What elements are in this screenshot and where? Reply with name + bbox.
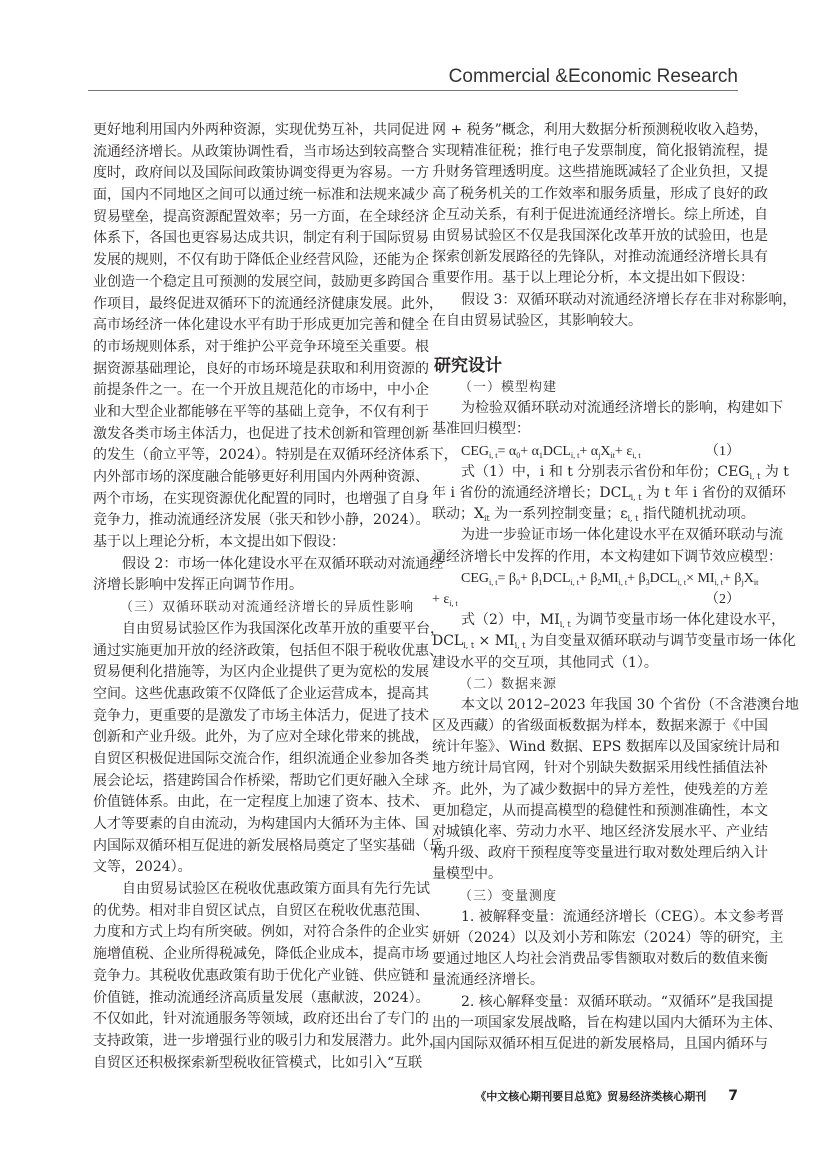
text-line: 量流通经济增长。 bbox=[432, 972, 544, 989]
math-term bbox=[602, 571, 628, 586]
text-line: 地方统计局官网，针对个别缺失数据采用线性插值法补 bbox=[432, 760, 768, 777]
text-line: 的优势。相对非自贸区试点，自贸区在税收优惠范围、 bbox=[93, 902, 429, 919]
paragraph bbox=[93, 554, 444, 597]
math-term bbox=[579, 444, 600, 459]
math-subscript: i, t bbox=[618, 577, 628, 587]
math-term bbox=[717, 464, 760, 480]
right-column bbox=[432, 120, 799, 1055]
math-subscript: 0 bbox=[515, 577, 520, 587]
math-symbol: + α bbox=[520, 443, 539, 459]
math-symbol: X bbox=[743, 570, 754, 586]
equation bbox=[432, 441, 740, 462]
math-subscript: i, t bbox=[489, 450, 498, 460]
text-line: 量模型中。 bbox=[432, 866, 502, 883]
math-subscript: i, t bbox=[570, 577, 579, 587]
math-subscript: i, t bbox=[627, 514, 639, 524]
equation-line bbox=[432, 441, 740, 462]
math-symbol: CEG bbox=[717, 463, 750, 480]
text-line: 重要作用。基于以上理论分析，本文提出如下假设： bbox=[432, 270, 754, 287]
math-term bbox=[461, 444, 497, 459]
math-symbol: DCL bbox=[542, 443, 571, 459]
text-line bbox=[432, 504, 755, 525]
paragraph bbox=[432, 290, 797, 332]
math-subscript: 0 bbox=[516, 450, 521, 460]
math-term bbox=[650, 571, 686, 586]
text-line: 更好地利用国内外两种资源，实现优势互补，共同促进 bbox=[93, 122, 429, 138]
text-line: 价值链，推动流通经济高质量发展（惠献波，2024）。 bbox=[93, 989, 430, 1006]
text-line bbox=[432, 610, 786, 631]
math-symbol: × MI bbox=[686, 570, 715, 586]
math-symbol: DCL bbox=[599, 485, 631, 501]
math-subscript: i, t bbox=[677, 577, 687, 587]
math-subscript: 3 bbox=[645, 577, 650, 587]
math-subscript: i, t bbox=[749, 471, 761, 481]
text-line: 国内国际双循环相互促进的新发展格局，且国内循环与 bbox=[432, 1035, 768, 1052]
math-subscript: 2 bbox=[597, 577, 602, 587]
math-symbol: + α bbox=[579, 443, 599, 459]
text-line: 空间。这些优惠政策不仅降低了企业运营成本，提高其 bbox=[93, 685, 429, 702]
math-subscript: i, t bbox=[714, 577, 724, 587]
math-symbol: X bbox=[600, 443, 611, 459]
text-run: 为一系列控制变量； bbox=[489, 506, 621, 523]
math-symbol: + ε bbox=[432, 591, 450, 607]
text-line: 妍妍（2024）以及刘小芳和陈宏（2024）等的研究，主 bbox=[432, 929, 784, 946]
text-run: 为调节变量市场一体化建设水平， bbox=[570, 612, 786, 629]
math-term bbox=[686, 571, 723, 586]
page-footer bbox=[475, 1088, 738, 1104]
equation-line bbox=[432, 568, 759, 589]
text-line: 假设 3：双循环联动对流通经济增长存在非对称影响， bbox=[461, 291, 797, 308]
text-line: 竞争力，更重要的是激发了市场主体活力，促进了技术 bbox=[93, 707, 429, 724]
math-symbol: + β bbox=[627, 570, 646, 586]
text-line: 的发生（俞立平等，2024）。特别是在双循环经济体系下， bbox=[93, 447, 458, 464]
text-run: 式（1）中，i 和 t 分别表示省份和年份； bbox=[461, 463, 718, 480]
text-line: 探索创新发展路径的先锋队，对推动流通经济增长具有 bbox=[432, 249, 768, 266]
text-line: 支持政策，进一步增强行业的吸引力和发展潜力。此外， bbox=[93, 1032, 443, 1049]
text-line: 自贸区还积极探索新型税收征管模式，比如引入“互联 bbox=[93, 1054, 423, 1071]
math-term bbox=[620, 506, 638, 522]
text-line: 两个市场，在实现资源优化配置的同时，也增强了自身 bbox=[93, 490, 429, 507]
math-symbol: MI bbox=[601, 570, 619, 586]
text-line: 发展的规则，不仅有助于降低企业经营风险，还能为企 bbox=[93, 252, 429, 269]
text-line bbox=[432, 631, 796, 652]
equation-body bbox=[461, 568, 758, 589]
math-symbol: = β bbox=[497, 570, 516, 586]
math-term bbox=[474, 633, 525, 649]
math-term bbox=[432, 592, 458, 607]
paragraph bbox=[93, 619, 444, 879]
text-run: 联动； bbox=[432, 506, 474, 523]
footer-label: 《中文核心期刊要目总览》贸易经济类核心期刊 bbox=[475, 1090, 707, 1103]
math-term bbox=[723, 571, 744, 586]
text-run: 为自变量双循环联动与调节变量市场一体化 bbox=[525, 633, 796, 650]
subsection-heading: （一）模型构建 bbox=[459, 380, 558, 396]
text-line: 不仅如此，针对流通服务等领域，政府还出台了专门的 bbox=[93, 1011, 429, 1028]
text-line: 作项目，最终促进双循环下的流通经济健康发展。此外， bbox=[93, 295, 443, 312]
math-term bbox=[497, 571, 520, 586]
text-line: 据资源基础理论，良好的市场环境是获取和利用资源的 bbox=[93, 360, 429, 377]
text-line: 自由贸易试验区作为我国深化改革开放的重要平台， bbox=[122, 620, 444, 637]
math-symbol: + β bbox=[519, 570, 539, 586]
text-line: 网 + 税务”概念，利用大数据分析预测税收收入趋势， bbox=[432, 122, 768, 138]
math-term bbox=[543, 571, 579, 586]
math-subscript: it bbox=[753, 577, 759, 587]
text-line: 区及西藏）的省级面板数据为样本，数据来源于《中国 bbox=[432, 718, 768, 735]
math-subscript: i, t bbox=[570, 450, 580, 460]
math-symbol: ε bbox=[620, 506, 628, 523]
paragraph bbox=[432, 525, 783, 567]
math-term bbox=[520, 571, 543, 586]
text-line: 出的一项国家发展战略，旨在构建以国内大循环为主体、 bbox=[432, 1014, 782, 1031]
math-symbol: X bbox=[474, 506, 484, 523]
math-term bbox=[540, 612, 571, 628]
section-heading: 研究设计 bbox=[434, 356, 502, 377]
text-line: 实现精准征税；推行电子发票制度，简化报销流程，提 bbox=[432, 143, 768, 160]
math-term bbox=[599, 485, 641, 501]
math-term bbox=[627, 571, 650, 586]
math-term bbox=[520, 444, 543, 459]
math-symbol: CEG bbox=[461, 570, 489, 586]
text-line: 建设水平的交互项，其他同式（1）。 bbox=[432, 654, 658, 671]
text-line: 齐。此外，为了减少数据中的异方差性，使残差的方差 bbox=[432, 781, 768, 798]
text-run: 式（2）中， bbox=[461, 612, 540, 629]
text-line: 由贸易试验区不仅是我国深化改革开放的试验田，也是 bbox=[432, 227, 768, 244]
math-subscript: 1 bbox=[538, 450, 543, 460]
text-line: 基于以上理论分析，本文提出如下假设： bbox=[93, 534, 345, 551]
math-term bbox=[615, 444, 641, 459]
text-line: 高市场经济一体化建设水平有助于形成更加完善和健全 bbox=[93, 317, 429, 334]
text-line: 施增值税、企业所得税减免，降低企业成本，提高市场 bbox=[93, 946, 429, 963]
text-line: 内外部市场的深度融合能够更好利用国内外两种资源、 bbox=[93, 469, 429, 485]
text-line: 构升级、政府干预程度等变量进行取对数处理后纳入计 bbox=[432, 845, 768, 862]
paragraph bbox=[432, 695, 799, 886]
math-symbol: × MI bbox=[474, 633, 515, 650]
text-line: 竞争力，推动流通经济发展（张天和钞小静，2024）。 bbox=[93, 512, 430, 529]
text-line: 在自由贸易试验区，其影响较大。 bbox=[432, 312, 642, 329]
text-line: 假设 2：市场一体化建设水平在双循环联动对流通经 bbox=[122, 555, 444, 572]
paragraph bbox=[432, 907, 784, 992]
text-line: 统计年鉴》、Wind 数据、EPS 数据库以及国家统计局和 bbox=[432, 739, 780, 756]
text-line: 1. 被解释变量：流通经济增长（CEG）。本文参考晋 bbox=[461, 908, 784, 925]
equation bbox=[432, 568, 759, 610]
text-line: 激发各类市场主体活力，也促进了技术创新和管理创新 bbox=[93, 425, 429, 442]
text-line: 为进一步验证市场一体化建设水平在双循环联动与流 bbox=[461, 527, 783, 544]
text-line: 基准回归模型： bbox=[432, 421, 530, 438]
text-line: 自由贸易试验区在税收优惠政策方面具有先行先试 bbox=[122, 881, 430, 898]
math-symbol: = α bbox=[497, 443, 517, 459]
text-line: 企互动关系，有利于促进流通经济增长。综上所述，自 bbox=[432, 206, 768, 223]
math-term bbox=[432, 633, 474, 649]
text-line: 度时，政府间以及国际间政策协调变得更为容易。一方 bbox=[93, 165, 429, 182]
math-subscript: it bbox=[610, 450, 615, 460]
text-line: 要通过地区人均社会消费品零售额取对数后的数值来衡 bbox=[432, 951, 768, 968]
page-number: 7 bbox=[728, 1088, 738, 1104]
subsection-heading: （二）数据来源 bbox=[459, 676, 558, 692]
equation-number: （1） bbox=[705, 443, 740, 459]
text-line: 2. 核心解释变量：双循环联动。“双循环”是我国提 bbox=[461, 993, 774, 1010]
text-line: 竞争力。其税收优惠政策有助于优化产业链、供应链和 bbox=[93, 967, 429, 984]
math-symbol: DCL bbox=[432, 633, 464, 650]
text-line: 价值链体系。由此，在一定程度上加速了资本、技术、 bbox=[93, 794, 429, 811]
math-subscript: i, t bbox=[630, 493, 642, 502]
paragraph bbox=[93, 879, 443, 1074]
blank-line bbox=[432, 332, 740, 353]
math-symbol: MI bbox=[539, 612, 560, 629]
math-subscript: i, t bbox=[632, 450, 641, 460]
text-line: 前提条件之一。在一个开放且规范化的市场中，中小企 bbox=[93, 382, 429, 399]
text-line: 面，国内不同地区之间可以通过统一标准和法规来减少 bbox=[93, 187, 429, 204]
math-symbol: + β bbox=[723, 570, 742, 586]
text-line: 本文以 2012–2023 年我国 30 个省份（不含港澳台地 bbox=[461, 696, 799, 713]
text-line: 对城镇化率、劳动力水平、地区经济发展水平、产业结 bbox=[432, 824, 768, 840]
text-run: 为 t bbox=[760, 463, 789, 480]
math-term bbox=[497, 444, 520, 459]
equation-line bbox=[432, 589, 740, 610]
text-line: 业创造一个稳定且可预测的发展空间，鼓励更多跨国合 bbox=[93, 273, 429, 290]
subsection-heading: （三）双循环联动对流通经济增长的异质性影响 bbox=[120, 600, 415, 616]
text-line: 的市场规则体系，对于维护公平竞争环境至关重要。根 bbox=[93, 338, 429, 355]
text-line: 流通经济增长。从政策协调性看，当市场达到较高整合 bbox=[93, 143, 429, 160]
math-symbol: DCL bbox=[542, 570, 571, 586]
journal-title: Commercial &Economic Research bbox=[448, 66, 738, 87]
header-rule bbox=[88, 90, 738, 91]
text-line bbox=[432, 483, 786, 504]
text-line: 人才等要素的自由流动，为构建国内大循环为主体、国 bbox=[93, 816, 429, 832]
text-line: 为检验双循环联动对流通经济增长的影响，构建如下 bbox=[461, 400, 783, 417]
math-term bbox=[600, 444, 615, 459]
paragraph bbox=[432, 398, 783, 440]
text-line: 内国际双循环相互促进的新发展格局奠定了坚实基础（岳 bbox=[93, 837, 443, 854]
math-term bbox=[543, 444, 579, 459]
text-line: 贸易便利化措施等，为区内企业提供了更为宽松的发展 bbox=[93, 664, 429, 681]
text-line: 济增长影响中发挥正向调节作用。 bbox=[93, 577, 303, 594]
math-term bbox=[474, 506, 490, 522]
math-term bbox=[461, 571, 497, 586]
math-subscript: j bbox=[741, 577, 744, 587]
text-line: 更加稳定，从而提高模型的稳健性和预测准确性，本文 bbox=[432, 802, 768, 819]
equation-number: （2） bbox=[705, 591, 740, 607]
math-subscript: i, t bbox=[489, 577, 498, 587]
text-line: 贸易壁垒，提高资源配置效率；另一方面，在全球经济 bbox=[93, 208, 429, 225]
math-subscript: i, t bbox=[514, 641, 526, 651]
math-term bbox=[741, 570, 759, 587]
equation-body bbox=[461, 441, 641, 462]
text-line: 创新和产业升级。此外，为了应对全球化带来的挑战， bbox=[93, 729, 429, 746]
text-run: 指代随机扰动项。 bbox=[638, 506, 755, 523]
paragraph bbox=[432, 462, 789, 526]
text-line: 文等，2024）。 bbox=[93, 859, 192, 876]
text-line bbox=[432, 462, 789, 483]
text-line: 业和大型企业都能够在平等的基础上竞争，不仅有利于 bbox=[93, 403, 429, 420]
equation-body bbox=[432, 589, 458, 610]
math-term bbox=[579, 571, 602, 586]
text-line: 高了税务机关的工作效率和服务质量，形成了良好的政 bbox=[432, 185, 768, 202]
math-symbol: CEG bbox=[461, 443, 489, 459]
math-subscript: 1 bbox=[538, 577, 543, 587]
math-subscript: i, t bbox=[449, 598, 458, 608]
math-subscript: it bbox=[483, 514, 490, 524]
subsection-heading: （三）变量测度 bbox=[459, 888, 558, 904]
text-run: 年 i 省份的流通经济增长； bbox=[432, 485, 600, 501]
text-line: 力度和方式上均有所突破。例如，对符合条件的企业实 bbox=[93, 924, 429, 941]
text-line: 自贸区积极促进国际交流合作，组织流通企业参加各类 bbox=[93, 750, 429, 767]
text-run: 为 t 年 i 省份的双循环 bbox=[641, 485, 786, 501]
math-subscript: j bbox=[598, 450, 601, 460]
paragraph bbox=[432, 992, 782, 1056]
text-line: 体系下，各国也更容易达成共识，制定有利于国际贸易 bbox=[93, 230, 429, 247]
math-subscript: i, t bbox=[463, 641, 475, 651]
text-line: 通经济增长中发挥的作用，本文构建如下调节效应模型： bbox=[432, 548, 782, 565]
text-line: 通过实施更加开放的经济政策，包括但不限于税收优惠、 bbox=[93, 642, 443, 659]
paragraph bbox=[432, 610, 796, 674]
math-subscript: i, t bbox=[559, 620, 571, 630]
text-line: 升财务管理透明度。这些措施既减轻了企业负担，又提 bbox=[432, 164, 768, 181]
math-symbol: + β bbox=[578, 570, 598, 586]
math-symbol: + ε bbox=[614, 443, 633, 459]
text-line: 展会论坛，搭建跨国合作桥梁，帮助它们更好融入全球 bbox=[93, 772, 429, 789]
paragraph bbox=[432, 120, 768, 290]
math-symbol: DCL bbox=[649, 570, 678, 586]
